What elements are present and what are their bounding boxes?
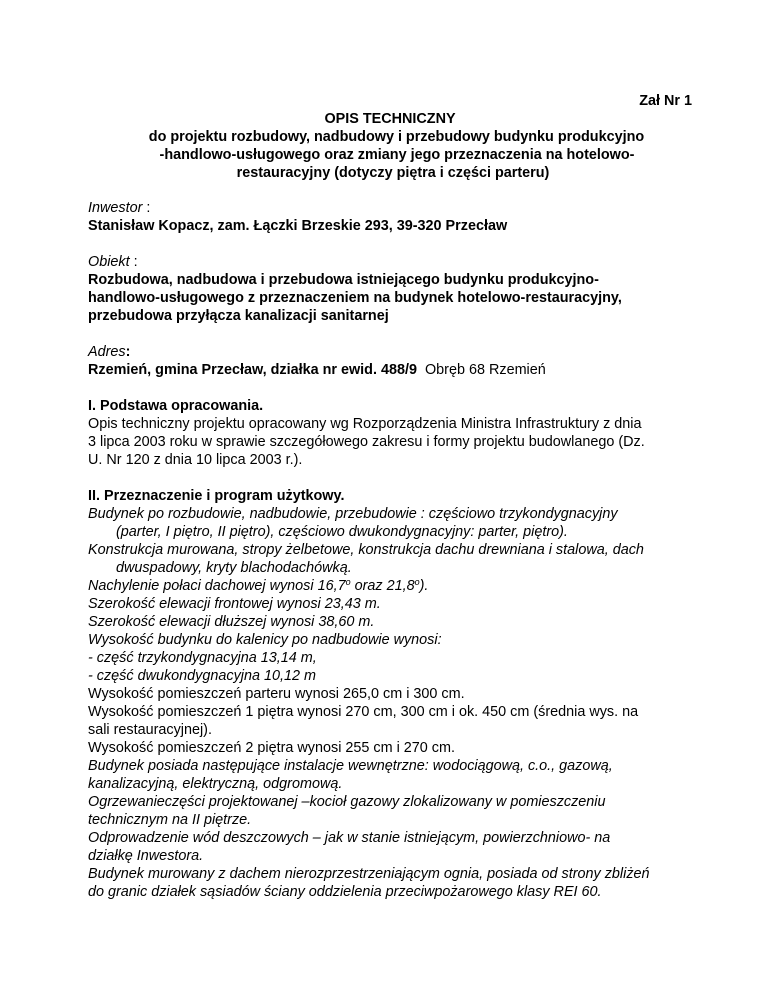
section-purpose [88,487,692,757]
installations-block [88,757,692,901]
room-height-first-line-1: Wysokość pomieszczeń 1 piętra wynosi 270 cm, 300 cm i ok. 450 cm (średnia wys. na [88,704,639,720]
height-two-storey-line: - część dwukondygnacyjna 10,12 m [88,668,316,684]
roof-slope-text-a: Nachylenie połaci dachowej wynosi 16,7 [88,578,346,594]
title-line: OPIS TECHNICZNY [324,111,456,127]
object-line-3: przebudowa przyłącza kanalizacji sanitarnej [88,308,389,324]
room-height-ground-line: Wysokość pomieszczeń parteru wynosi 265,0 cm i 300 cm. [88,686,465,702]
section-basis [88,397,692,469]
object-label-sep: : [129,254,138,270]
roof-slope-line [88,577,692,595]
heating-line-1: Ogrzewanieczęści projektowanej –kocioł gazowy zlokalizowany w pomieszczeniu [88,794,606,810]
fire-wall-line-1: Budynek murowany z dachem nierozprzestrzeniającym ognia, posiada od strony zbliżeń [88,866,650,882]
investor-value: Stanisław Kopacz, zam. Łączki Brzeskie 293, 39-320 Przecław [88,218,508,234]
address-label-sep: : [125,344,131,360]
degree-mark-2: o [414,577,420,587]
roof-slope-text-b: oraz 21,8 [350,578,415,594]
rainwater-line-1: Odprowadzenie wód deszczowych – jak w stanie istniejącym, powierzchniowo- na [88,830,611,846]
object-label: Obiekt [88,254,130,270]
degree-mark-1: o [345,577,351,587]
rainwater-line-2: działkę Inwestora. [88,848,204,864]
section-1-line-2: 3 lipca 2003 roku w sprawie szczegółowego zakresu i formy projektu budowlanego (Dz. [88,434,645,450]
attachment-number: Zał Nr 1 [639,93,692,109]
room-height-second-line: Wysokość pomieszczeń 2 piętra wynosi 255 cm i 270 cm. [88,740,455,756]
address-block [88,343,692,379]
object-line-1: Rozbudowa, nadbudowa i przebudowa istniejącego budynku produkcyjno- [88,272,599,288]
long-width-line: Szerokość elewacji dłuższej wynosi 38,60 m. [88,614,375,630]
roof-slope-text-c: ). [419,578,429,594]
heating-line-2: technicznym na II piętrze. [88,812,252,828]
document-title [88,110,692,182]
investor-label-sep: : [142,200,151,216]
building-line-2: (parter, I piętro, II piętro), częściowo dwukondygnacyjny: parter, piętro). [116,524,568,540]
investor-label: Inwestor [88,200,143,216]
section-1-line-3: U. Nr 120 z dnia 10 lipca 2003 r.). [88,452,303,468]
section-1-line-1: Opis techniczny projektu opracowany wg Rozporządzenia Ministra Infrastruktury z dnia [88,416,642,432]
construction-line-2: dwuspadowy, kryty blachodachówką. [116,560,352,576]
subtitle-line-2: -handlowo-usługowego oraz zmiany jego przeznaczenia na hotelowo- [159,147,635,163]
investor-block [88,199,692,235]
fire-wall-line-2: do granic działek sąsiadów ściany oddzielenia przeciwpożarowego klasy REI 60. [88,884,602,900]
installations-line-1: Budynek posiada następujące instalacje wewnętrzne: wodociągową, c.o., gazową, [88,758,613,774]
height-intro-line: Wysokość budynku do kalenicy po nadbudowie wynosi: [88,632,442,648]
address-value: Rzemień, gmina Przecław, działka nr ewid. 488/9 [88,362,417,378]
room-height-first-line-2: sali restauracyjnej). [88,722,212,738]
address-label: Adres [88,344,126,360]
construction-line-1: Konstrukcja murowana, stropy żelbetowe, konstrukcja dachu drewniana i stalowa, dach [88,542,644,558]
section-2-heading: II. Przeznaczenie i program użytkowy. [88,488,345,504]
subtitle-line-3: restauracyjny (dotyczy piętra i części parteru) [236,165,550,181]
installations-line-2: kanalizacyjną, elektryczną, odgromową. [88,776,343,792]
object-line-2: handlowo-usługowego z przeznaczeniem na budynek hotelowo-restauracyjny, [88,290,622,306]
section-1-heading: I. Podstawa opracowania. [88,398,264,414]
object-block [88,253,692,325]
subtitle-line-1: do projektu rozbudowy, nadbudowy i przebudowy budynku produkcyjno [148,129,645,145]
front-width-line: Szerokość elewacji frontowej wynosi 23,43 m. [88,596,381,612]
building-line-1: Budynek po rozbudowie, nadbudowie, przebudowie : częściowo trzykondygnacyjny [88,506,618,522]
height-three-storey-line: - część trzykondygnacyjna 13,14 m, [88,650,317,666]
address-extra: Obręb 68 Rzemień [424,362,546,378]
